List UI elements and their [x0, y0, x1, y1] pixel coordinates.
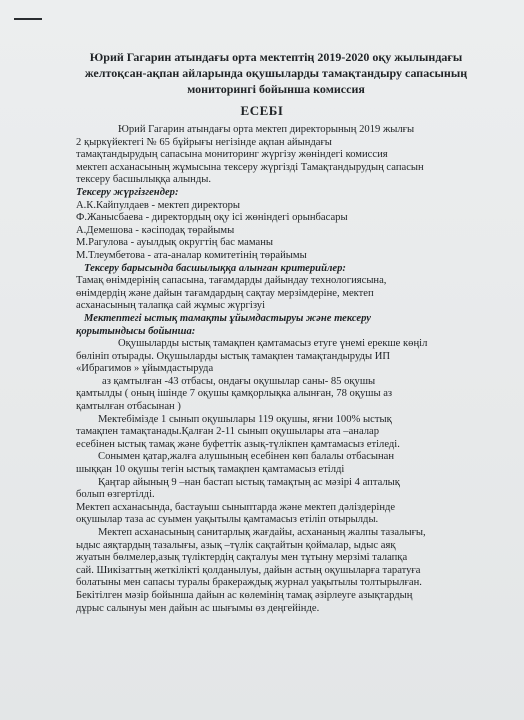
criteria-paragraph — [76, 275, 481, 313]
intro-line: 2 қыркүйектегі № 65 бұйрығы негізінде ақпан айындағы — [76, 136, 332, 148]
results-heading-line: қорытындысы бойынша: — [76, 325, 196, 337]
results-line: оқушылар таза ас суымен уақытылы қамтамасыз етіліп отырылды. — [76, 514, 379, 526]
document-title — [84, 49, 468, 97]
results-heading-line: Мектептегі ыстық тамақты ұйымдастыруы және тексеру — [84, 312, 371, 324]
criteria-line: өнімдердің және дайын тағамдардың сақтау мерзімдеріне, мектеп — [76, 287, 374, 299]
results-line: Мектебімізде 1 сынып оқушылары 119 оқушы, яғни 100% ыстық — [98, 413, 392, 425]
title-line-3: мониторингі бойынша комиссия — [187, 82, 365, 96]
title-line-2: желтоқсан-ақпан айларында оқушыларды тамақтандыру сапасының — [84, 66, 468, 80]
results-line: қамтылды ( оның ішінде 7 оқушы қамқорлықка алынған, 78 оқушы аз — [76, 388, 393, 400]
results-line: дұрыс салынуы мен дайын ас шығымы өз деңгейінде. — [76, 602, 320, 614]
criteria-heading: Тексеру барысында басшылыққа алынған критерийлер: — [84, 262, 346, 274]
intro-line: Юрий Гагарин атындағы орта мектеп директорының 2019 жылғы — [118, 124, 415, 135]
criteria-line: Тамақ өнімдерінің сапасына, тағамдарды дайындау технологиясына, — [76, 275, 387, 287]
intro-line: тамақтандырудың сапасына мониторинг жүргізу жөніндегі комиссия — [76, 149, 388, 161]
results-line: Мектеп асханасының санитарлық жағдайы, асхананың жалпы тазалығы, — [98, 527, 426, 538]
inspector-item: А.Демешова - кәсіподақ төрайымы — [76, 224, 235, 236]
results-line: есебінен ыстық тамақ және буфеттік азық-түлікпен қамтамасыз етіледі. — [76, 438, 400, 450]
inspectors-heading: Тексеру жүргізгендер: — [76, 186, 179, 198]
document-body — [76, 124, 481, 615]
results-line: қамтылған отбасынан ) — [76, 401, 181, 413]
results-line: сай. Шикізаттың жеткілікті қолданылуы, дайын астың оқушыларға таратуға — [76, 564, 421, 576]
results-line: аз қамтылған -43 отбасы, ондағы оқушылар саны- 85 оқушы — [102, 375, 376, 387]
results-line: ыдыс аяқтардың тазалығы, азық –түлік сақтайтын қоймалар, ыдыс аяқ — [76, 539, 396, 551]
results-line: бөлініп отырады. Оқушыларды ыстық тамақпен тамақтандыруды ИП — [76, 350, 391, 362]
results-line: Бекітілген мәзір бойынша дайын ас көлемінің тамақ әзірлеуге азықтардың — [76, 589, 413, 601]
report-heading: ЕСЕБІ — [240, 103, 284, 118]
results-line: Оқушыларды ыстық тамақпен қамтамасыз етуге үнемі ерекше көңіл — [118, 338, 428, 350]
inspector-item: А.К.Кайпулдаев - мектеп директоры — [76, 199, 241, 211]
scan-edge-mark — [14, 18, 42, 20]
results-paragraphs — [76, 338, 481, 615]
inspector-item: М.Тлеумбетова - ата-аналар комитетінің төрайымы — [76, 249, 307, 261]
results-line: жуатын бөлмелер,азық түліктердің сақталуы мен тұтыну мерзімі талапқа — [76, 552, 408, 564]
intro-line: мектеп асханасының жұмысына тексеру жүргізді Тамақтандырудың сапасын — [76, 161, 424, 173]
title-line-1: Юрий Гагарин атындағы орта мектептің 2019-2020 оқу жылындағы — [89, 50, 463, 64]
inspectors-list — [76, 200, 481, 263]
results-line: Сонымен қатар,жалға алушының есебінен көп балалы отбасынан — [98, 451, 395, 463]
criteria-line: асханасының талапқа сай жұмыс жүргізуі — [76, 300, 266, 312]
results-heading — [76, 313, 481, 338]
results-line: болып өзгертілді. — [76, 489, 155, 501]
results-line: болатыны мен сапасы туралы бракераждық журнал уақытылы толтырылған. — [76, 577, 422, 589]
results-line: тамақпен тамақтанады.Қалған 2-11 сынып оқушылары ата –аналар — [76, 426, 380, 438]
inspector-item: Ф.Жанысбаева - директордың оқу ісі жөніндегі орынбасары — [76, 212, 348, 224]
results-line: Мектеп асханасында, бастауыш сыныптарда және мектеп дәліздерінде — [76, 501, 396, 513]
results-line: «Ибрагимов » ұйымдастыруда — [76, 363, 214, 375]
intro-line: тексеру басшылыққа алынды. — [76, 174, 211, 186]
intro-paragraph — [76, 124, 481, 187]
results-line: шыққан 10 оқушы тегін ыстық тамақпен қамтамасыз етілді — [76, 464, 345, 476]
inspector-item: М.Рагулова - ауылдық округтің бас маманы — [76, 237, 274, 249]
results-line: Қаңтар айының 9 –нан бастап ыстық тамақтың ас мәзірі 4 апталық — [98, 476, 400, 488]
